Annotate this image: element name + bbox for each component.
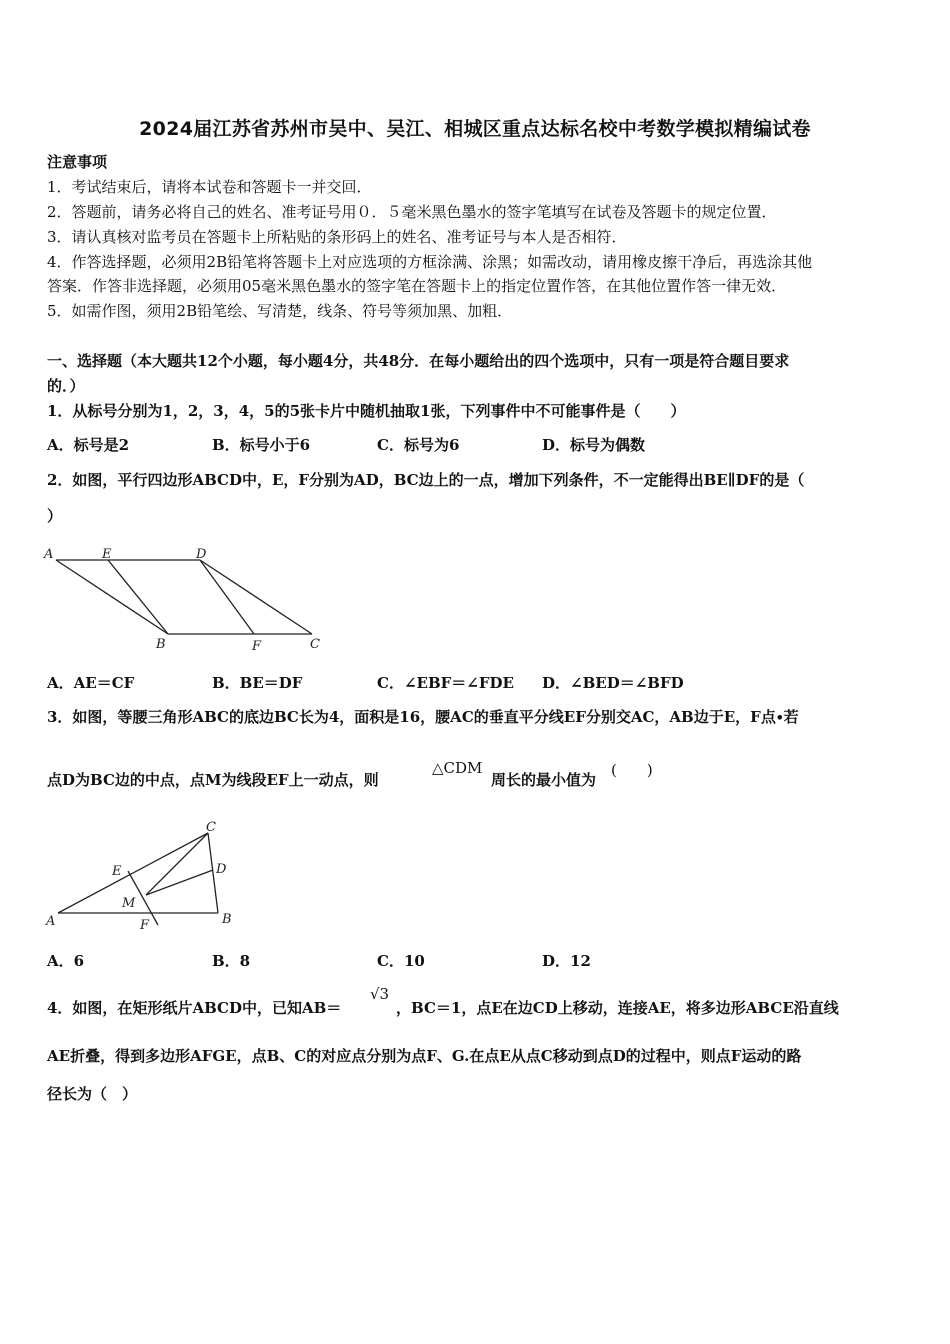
q2-parallelogram-figure: [40, 540, 340, 660]
label-d: D: [196, 547, 207, 562]
q3-choice-d: D．12: [542, 952, 591, 970]
section-heading: 一、选择题（本大题共12个小题，每小题4分，共48分．在每小题给出的四个选项中，只有一项是符合题目要求: [47, 352, 790, 370]
q1-choice-a: A．标号是2: [47, 436, 130, 454]
q3-choice-c: C．10: [377, 952, 425, 970]
q4-stem: 4．如图，在矩形纸片ABCD中，已知AB＝: [47, 999, 342, 1017]
q4-stem-cont: AE折叠，得到多边形AFGE，点B、C的对应点分别为点F、G.在点E从点C移动到点D的过程中，则点F运动的路: [47, 1047, 802, 1065]
notice-item: 答案．作答非选择题，必须用05毫米黑色墨水的签字笔在答题卡上的指定位置作答，在其他位置作答一律无效．: [47, 277, 787, 295]
notice-heading: 注意事项: [47, 153, 108, 171]
notice-item: 1．考试结束后，请将本试卷和答题卡一并交回．: [47, 178, 372, 196]
triangle-cdm-symbol: △CDM: [432, 759, 483, 777]
label-c: C: [206, 820, 216, 835]
label-c: C: [310, 637, 320, 652]
q3-choice-b: B．8: [212, 952, 251, 970]
notice-item: 3．请认真核对监考员在答题卡上所粘贴的条形码上的姓名、准考证号与本人是否相符．: [47, 228, 627, 246]
q2-choice-c: C．∠EBF＝∠FDE: [377, 674, 514, 692]
q3-answer-paren: ( ): [611, 761, 653, 779]
q1-choice-d: D．标号为偶数: [542, 436, 646, 454]
label-b: B: [156, 637, 166, 652]
q3-choice-a: A．6: [47, 952, 85, 970]
q1-stem: 1．从标号分别为1，2，3，4，5的5张卡片中随机抽取1张，下列事件中不可能事件是（ ）: [47, 402, 686, 420]
section-heading-cont: 的．）: [47, 377, 85, 395]
q2-choice-d: D．∠BED＝∠BFD: [542, 674, 684, 692]
q3-stem: 3．如图，等腰三角形ABC的底边BC长为4，面积是16，腰AC的垂直平分线EF分别交AC，AB边于E，F点∙若: [47, 708, 799, 726]
q3-stem-cont-b: 周长的最小值为: [491, 771, 597, 789]
q4-stem-b: ，BC＝1，点E在边CD上移动，连接AE，将多边形ABCE沿直线: [396, 999, 839, 1017]
q3-triangle-figure: [40, 815, 250, 935]
label-a: A: [44, 547, 54, 562]
label-e: E: [102, 547, 112, 562]
q3-stem-cont: 点D为BC边的中点，点M为线段EF上一动点，则: [47, 771, 379, 789]
sqrt-3: √3: [370, 985, 390, 1003]
q2-stem: 2．如图，平行四边形ABCD中，E，F分别为AD，BC边上的一点，增加下列条件，不一定能得出BE∥DF的是（: [47, 471, 805, 489]
notice-item: 4．作答选择题，必须用2B铅笔将答题卡上对应选项的方框涂满、涂黑；如需改动，请用橡皮擦干净后，再选涂其他: [47, 253, 813, 271]
q2-choice-b: B．BE＝DF: [212, 674, 303, 692]
label-f: F: [252, 639, 262, 654]
notice-item: 2．答题前，请务必将自己的姓名、准考证号用０．５毫米黑色墨水的签字笔填写在试卷及答题卡的规定位置．: [47, 203, 777, 221]
label-b: B: [222, 912, 232, 927]
label-a: A: [46, 914, 56, 929]
label-m: M: [122, 896, 136, 911]
page-title: 2024届江苏省苏州市吴中、吴江、相城区重点达标名校中考数学模拟精编试卷: [139, 118, 811, 140]
label-d: D: [216, 862, 227, 877]
q2-choice-a: A．AE＝CF: [47, 674, 135, 692]
label-f: F: [140, 918, 150, 933]
q1-choice-c: C．标号为6: [377, 436, 460, 454]
q2-stem-cont: ）: [47, 507, 63, 525]
notice-item: 5．如需作图，须用2B铅笔绘、写清楚，线条、符号等须加黑、加粗．: [47, 302, 513, 320]
q4-stem-cont-2: 径长为（ ）: [47, 1085, 138, 1103]
q1-choice-b: B．标号小于6: [212, 436, 311, 454]
label-e: E: [112, 864, 122, 879]
